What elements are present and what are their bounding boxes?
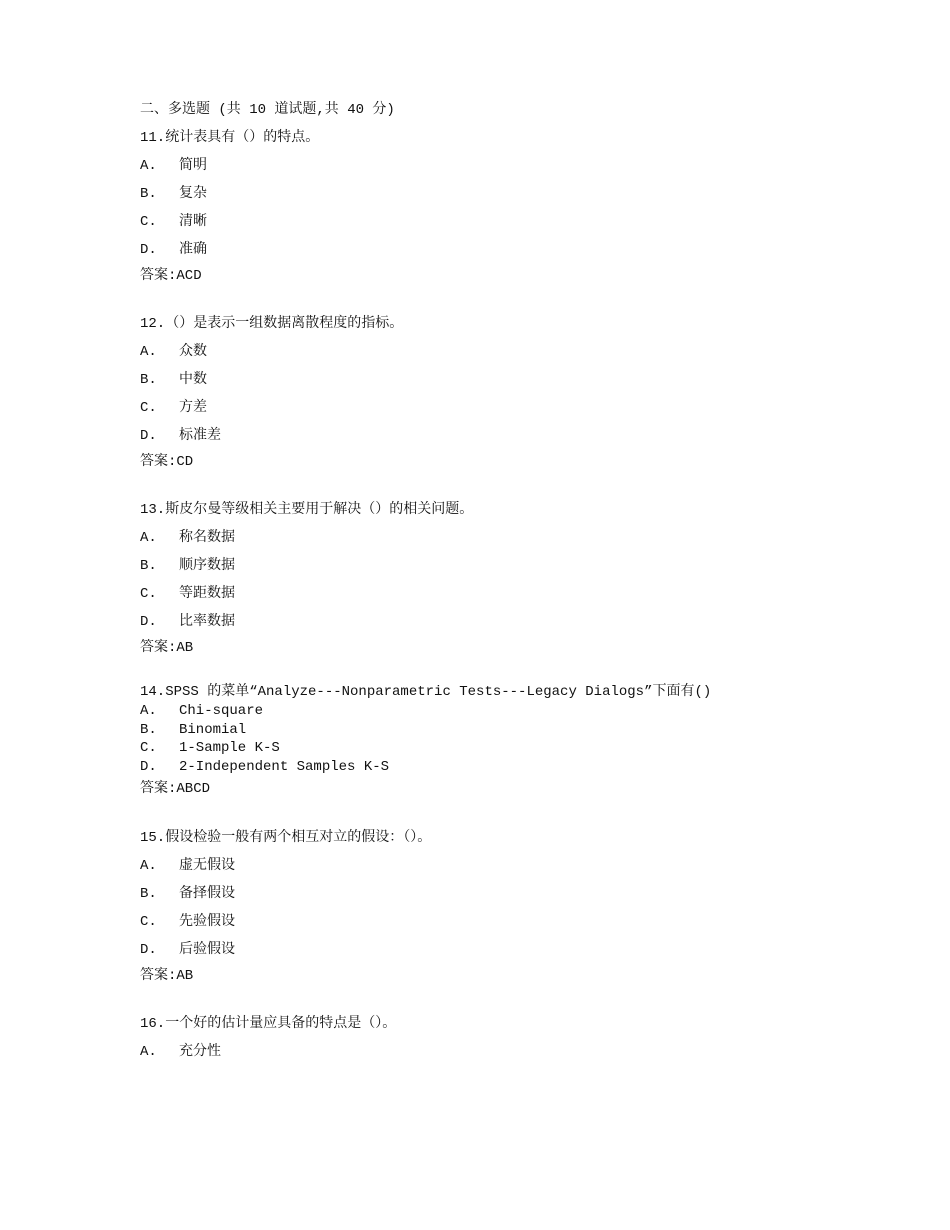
question-title: 11.统计表具有（）的特点。 — [140, 130, 320, 146]
option-letter: C. — [140, 214, 157, 230]
option-letter: A. — [140, 858, 157, 874]
option-text: 标准差 — [179, 428, 221, 444]
option-letter: B. — [140, 558, 157, 574]
option-letter: A. — [140, 703, 157, 719]
option-letter: D. — [140, 428, 157, 444]
exam-page — [140, 96, 860, 1088]
option-c — [140, 394, 860, 422]
option-c — [140, 739, 860, 758]
question-12 — [140, 310, 860, 474]
option-letter: B. — [140, 721, 157, 738]
option-text: 备择假设 — [179, 886, 235, 902]
option-d — [140, 608, 860, 636]
question-title: 14.SPSS 的菜单“Analyze---Nonparametric Tests---Legacy Dialogs”下面有() — [140, 684, 712, 700]
option-text: 中数 — [179, 372, 207, 388]
answer-line: 答案:ABCD — [140, 781, 211, 797]
question-16 — [140, 1010, 860, 1066]
option-b — [140, 880, 860, 908]
option-text: 复杂 — [179, 186, 207, 202]
option-text: 准确 — [179, 242, 207, 258]
option-a — [140, 338, 860, 366]
option-text: 众数 — [179, 344, 207, 360]
option-letter: C. — [140, 400, 157, 416]
option-letter: A. — [140, 1044, 157, 1060]
answer-line: 答案:ACD — [140, 268, 202, 284]
option-text: Chi-square — [179, 703, 264, 719]
option-d — [140, 936, 860, 964]
option-b — [140, 552, 860, 580]
option-letter: A. — [140, 530, 157, 546]
question-title: 12.（）是表示一组数据离散程度的指标。 — [140, 316, 404, 332]
question-13 — [140, 496, 860, 660]
answer-line: 答案:AB — [140, 968, 194, 984]
option-b — [140, 721, 860, 740]
option-c — [140, 908, 860, 936]
option-c — [140, 580, 860, 608]
option-text: 方差 — [179, 400, 207, 416]
option-letter: D. — [140, 942, 157, 958]
section-title: 二、多选题 (共 10 道试题,共 40 分) — [140, 102, 395, 118]
option-c — [140, 208, 860, 236]
option-text: 1-Sample K-S — [179, 740, 280, 756]
question-15 — [140, 824, 860, 988]
option-text: 充分性 — [179, 1044, 221, 1060]
option-text: 清晰 — [179, 214, 207, 230]
option-text: 称名数据 — [179, 530, 235, 546]
option-letter: D. — [140, 614, 157, 630]
option-a — [140, 702, 860, 721]
option-a — [140, 1038, 860, 1066]
option-text: 2-Independent Samples K-S — [179, 758, 390, 775]
option-letter: C. — [140, 914, 157, 930]
option-text: 简明 — [179, 158, 207, 174]
option-letter: D. — [140, 242, 157, 258]
question-title: 13.斯皮尔曼等级相关主要用于解决（）的相关问题。 — [140, 502, 474, 518]
option-letter: C. — [140, 740, 157, 756]
option-letter: A. — [140, 158, 157, 174]
option-text: 后验假设 — [179, 942, 235, 958]
option-letter: B. — [140, 372, 157, 388]
option-letter: B. — [140, 886, 157, 902]
option-d — [140, 236, 860, 264]
option-text: 顺序数据 — [179, 558, 235, 574]
question-14 — [140, 682, 860, 802]
option-d — [140, 422, 860, 450]
option-b — [140, 180, 860, 208]
option-a — [140, 152, 860, 180]
option-d — [140, 758, 860, 777]
option-letter: D. — [140, 758, 157, 775]
question-title: 15.假设检验一般有两个相互对立的假设：（）。 — [140, 830, 432, 846]
option-text: 等距数据 — [179, 586, 235, 602]
question-title: 16.一个好的估计量应具备的特点是（）。 — [140, 1016, 397, 1032]
question-11 — [140, 124, 860, 288]
option-text: 虚无假设 — [179, 858, 235, 874]
answer-line: 答案:AB — [140, 640, 194, 656]
option-text: Binomial — [179, 721, 247, 738]
option-a — [140, 524, 860, 552]
answer-line: 答案:CD — [140, 454, 194, 470]
option-a — [140, 852, 860, 880]
option-text: 先验假设 — [179, 914, 235, 930]
option-text: 比率数据 — [179, 614, 235, 630]
option-letter: C. — [140, 586, 157, 602]
option-b — [140, 366, 860, 394]
option-letter: A. — [140, 344, 157, 360]
option-letter: B. — [140, 186, 157, 202]
